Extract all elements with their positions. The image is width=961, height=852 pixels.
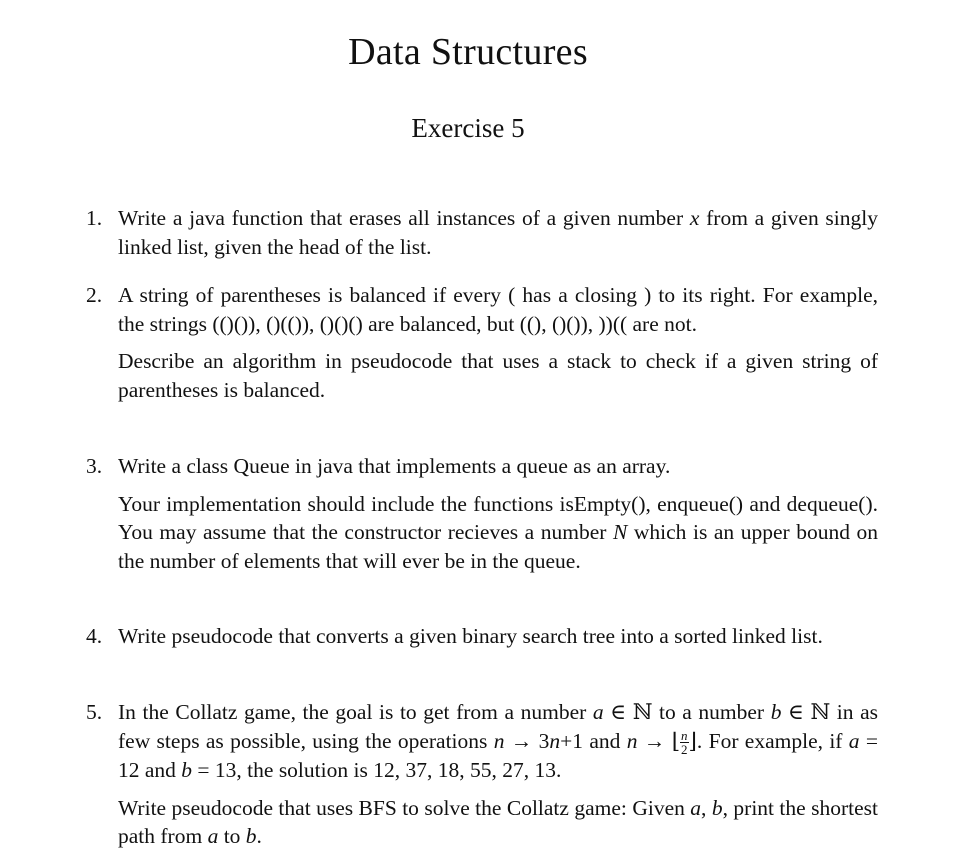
- math-variable: a: [207, 824, 219, 849]
- exercise-paragraph: A string of parentheses is balanced if every ( has a closing ) to its right. For example, the strings (()()), ()(()), ()()() are balanced, but ((), ()()), ))(( are not.: [118, 283, 878, 336]
- text-segment: ∈ ℕ to a number: [603, 700, 771, 724]
- text-segment: Your implementation should include the functions isEmpty(), enqueue() and dequeue(). You may assume that the constructor recieves a number: [118, 491, 878, 544]
- text-segment: Write a java function that erases all instances of a given number: [118, 206, 690, 230]
- math-variable: n: [626, 728, 638, 753]
- exercise-5: [86, 698, 878, 851]
- text-segment: → 3: [504, 728, 550, 753]
- text-segment: ∈ ℕ in as few steps as possible, using the operations: [118, 700, 878, 753]
- text-segment: .: [256, 824, 262, 849]
- exercise-1: [86, 204, 878, 261]
- fraction-numerator: n: [681, 728, 688, 744]
- text-segment: which is an upper bound on the number of elements that will ever be in the queue.: [118, 520, 878, 573]
- exercise-number: 3.: [86, 454, 103, 478]
- exercise-body: [118, 622, 878, 651]
- math-variable: b: [711, 795, 723, 820]
- math-variable: a: [690, 795, 702, 820]
- exercise-4: [86, 622, 878, 651]
- exercise-paragraph: Write a class Queue in java that implements a queue as an array.: [118, 454, 671, 478]
- text-segment: ⌋. For example, if: [688, 728, 849, 753]
- exercise-body: [118, 204, 878, 261]
- math-variable: a: [848, 728, 860, 753]
- exercise-paragraph: Write pseudocode that converts a given binary search tree into a sorted linked list.: [118, 624, 823, 648]
- exercise-paragraph: [118, 698, 878, 785]
- fraction: [680, 729, 689, 756]
- exercise-number: 5.: [86, 700, 103, 724]
- text-segment: In the Collatz game, the goal is to get from a number: [118, 700, 593, 724]
- exercise-number: 4.: [86, 624, 103, 648]
- text-segment: to: [218, 824, 246, 849]
- text-segment: Write pseudocode that uses BFS to solve the Collatz game: Given: [118, 795, 691, 820]
- exercise-number: 1.: [86, 206, 103, 230]
- exercise-2: [86, 281, 878, 404]
- document-title: Data Structures: [348, 31, 588, 73]
- exercise-paragraph: [118, 490, 878, 576]
- exercise-number: 2.: [86, 283, 103, 307]
- math-variable: b: [245, 824, 257, 849]
- exercise-3: [86, 452, 878, 575]
- math-variable: n: [493, 728, 505, 753]
- text-segment: → ⌊: [637, 728, 681, 753]
- exercise-body: [118, 281, 878, 404]
- math-variable: n: [549, 728, 561, 753]
- math-variable: b: [770, 700, 782, 724]
- text-segment: = 12 and: [118, 728, 879, 783]
- math-variable: x: [689, 206, 700, 230]
- exercise-paragraph: Describe an algorithm in pseudocode that uses a stack to check if a given string of parentheses is balanced.: [118, 349, 878, 402]
- text-segment: +1 and: [560, 728, 627, 753]
- exercise-paragraph: [118, 204, 878, 261]
- exercise-body: [118, 452, 878, 575]
- exercise-body: [118, 698, 878, 851]
- text-segment: = 13, the solution is 12, 37, 18, 55, 27, 13.: [192, 758, 562, 783]
- text-segment: ,: [701, 795, 712, 820]
- math-variable: N: [612, 520, 628, 544]
- text-segment: , print the shortest path from: [118, 795, 879, 849]
- text-segment: from a given singly linked list, given the head of the list.: [118, 206, 878, 259]
- math-variable: a: [592, 700, 604, 724]
- fraction-denominator: 2: [681, 742, 688, 758]
- math-variable: b: [181, 758, 193, 783]
- document-subtitle: Exercise 5: [411, 113, 525, 143]
- exercise-paragraph: [118, 794, 878, 851]
